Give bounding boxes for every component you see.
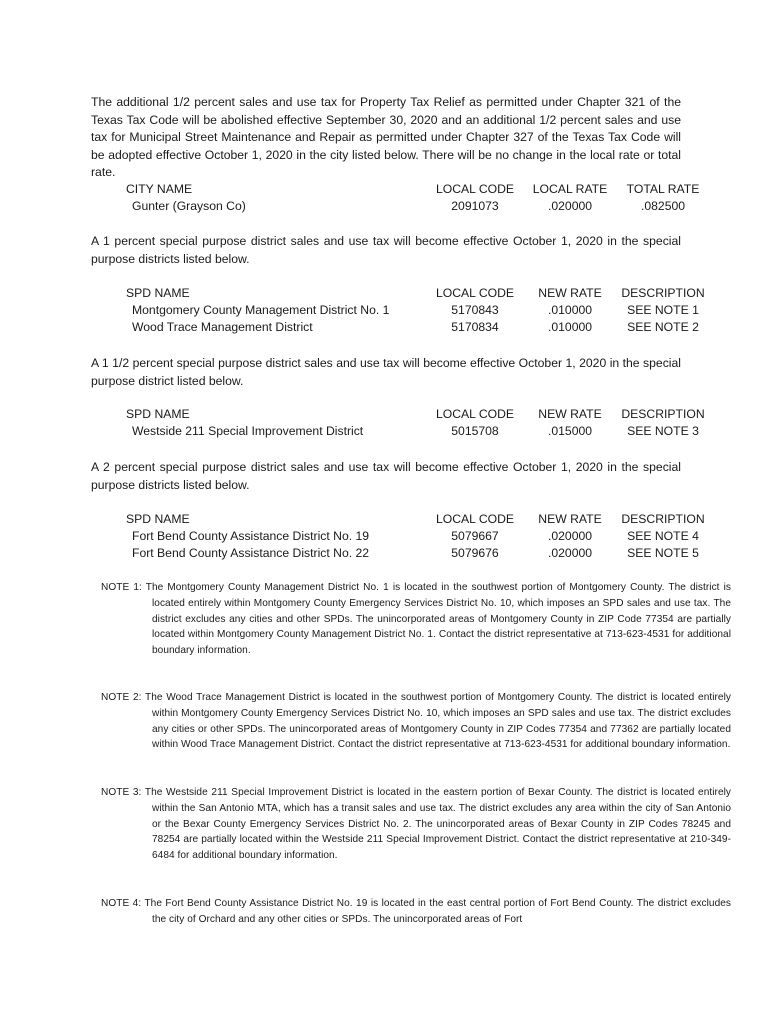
description-cell: SEE NOTE 1 bbox=[627, 303, 699, 317]
header-description: DESCRIPTION bbox=[621, 286, 705, 300]
city-table bbox=[126, 181, 710, 215]
local-code-cell: 2091073 bbox=[451, 199, 499, 213]
local-rate-cell: .020000 bbox=[547, 199, 593, 213]
header-description: DESCRIPTION bbox=[621, 407, 705, 421]
table-row bbox=[126, 198, 710, 215]
description-cell: SEE NOTE 3 bbox=[627, 424, 699, 438]
local-code-cell: 5170834 bbox=[451, 320, 499, 334]
two-percent-paragraph: A 2 percent special purpose district sales and use tax will become effective October 1, 2020 in the special purpose districts listed below. bbox=[91, 460, 681, 492]
spd-table-one-percent bbox=[126, 285, 710, 336]
intro-paragraph: The additional 1/2 percent sales and use tax for Property Tax Relief as permitted under Chapter 321 of the Texas Tax Code will be abolished effective September 30, 2020 and an additional 1/2 percent sales and use tax for Municipal Street Maintenance and Repair as permitted under Chapter 327 of the Texas Tax Code will be adopted effective October 1, 2020 in the city listed below. There will be no change in the local rate or total rate. bbox=[91, 95, 681, 179]
note-3: NOTE 3: The Westside 211 Special Improvement District is located in the eastern portion of Bexar County. The district is located entirely within the San Antonio MTA, which has a transit sales and use tax. The district excludes any area within the city of San Antonio or the Bexar County Emergency Services District No. 2. The unincorporated areas of Bexar County in ZIP Codes 78245 and 78254 are partially located within the Westside 211 Special Improvement District. Contact the district representative at 210-349-6484 for additional boundary information. bbox=[101, 787, 731, 862]
header-local-code: LOCAL CODE bbox=[435, 286, 515, 300]
table-row bbox=[126, 302, 710, 319]
local-code-cell: 5170843 bbox=[451, 303, 499, 317]
spd-name-cell: Fort Bend County Assistance District No. 19 bbox=[132, 529, 370, 543]
table-row bbox=[126, 545, 710, 562]
header-spd-name: SPD NAME bbox=[126, 512, 190, 526]
total-rate-cell: .082500 bbox=[640, 199, 686, 213]
spd-table-one-and-half-percent bbox=[126, 406, 710, 440]
table-header-row bbox=[126, 285, 710, 302]
spd-name-cell: Montgomery County Management District No. 1 bbox=[132, 303, 390, 317]
new-rate-cell: .020000 bbox=[547, 546, 593, 560]
header-total-rate: TOTAL RATE bbox=[626, 182, 700, 196]
note-4: NOTE 4: The Fort Bend County Assistance District No. 19 is located in the east central portion of Fort Bend County. The district excludes the city of Orchard and any other cities or SPDs. The unincorporated areas of Fort bbox=[101, 898, 731, 925]
table-row bbox=[126, 423, 710, 440]
local-code-cell: 5079667 bbox=[451, 529, 499, 543]
new-rate-cell: .015000 bbox=[547, 424, 593, 438]
description-cell: SEE NOTE 4 bbox=[627, 529, 699, 543]
header-local-code: LOCAL CODE bbox=[435, 182, 515, 196]
new-rate-cell: .010000 bbox=[547, 320, 593, 334]
one-and-half-percent-paragraph: A 1 1/2 percent special purpose district sales and use tax will become effective October 1, 2020 in the special purpose district listed below. bbox=[91, 356, 681, 388]
one-percent-paragraph: A 1 percent special purpose district sales and use tax will become effective October 1, 2020 in the special purpose districts listed below. bbox=[91, 234, 681, 266]
note-1: NOTE 1: The Montgomery County Management District No. 1 is located in the southwest portion of Montgomery County. The district is located entirely within Montgomery County Emergency Services District No. 10, which imposes an SPD sales and use tax. The district excludes any cities and other SPDs. The unincorporated areas of Montgomery County in ZIP Code 77354 are partially located within Montgomery County Management District No. 1. Contact the district representative at 713-623-4531 for additional boundary information. bbox=[101, 582, 731, 657]
table-header-row bbox=[126, 406, 710, 423]
table-row bbox=[126, 319, 710, 336]
header-new-rate: NEW RATE bbox=[538, 512, 602, 526]
table-header-row bbox=[126, 511, 710, 528]
new-rate-cell: .020000 bbox=[547, 529, 593, 543]
spd-table-two-percent bbox=[126, 511, 710, 562]
header-spd-name: SPD NAME bbox=[126, 407, 190, 421]
header-description: DESCRIPTION bbox=[621, 512, 705, 526]
header-local-code: LOCAL CODE bbox=[435, 512, 515, 526]
header-new-rate: NEW RATE bbox=[538, 407, 602, 421]
local-code-cell: 5079676 bbox=[451, 546, 499, 560]
new-rate-cell: .010000 bbox=[547, 303, 593, 317]
local-code-cell: 5015708 bbox=[451, 424, 499, 438]
city-name-cell: Gunter (Grayson Co) bbox=[132, 199, 246, 213]
description-cell: SEE NOTE 5 bbox=[627, 546, 699, 560]
table-header-row bbox=[126, 181, 710, 198]
spd-name-cell: Westside 211 Special Improvement District bbox=[132, 424, 364, 438]
spd-name-cell: Fort Bend County Assistance District No. 22 bbox=[132, 546, 370, 560]
spd-name-cell: Wood Trace Management District bbox=[132, 320, 313, 334]
table-row bbox=[126, 528, 710, 545]
description-cell: SEE NOTE 2 bbox=[627, 320, 699, 334]
header-local-code: LOCAL CODE bbox=[435, 407, 515, 421]
note-2: NOTE 2: The Wood Trace Management District is located in the southwest portion of Montgomery County. The district is located entirely within Montgomery County Emergency Services District No. 10, which imposes an SPD sales and use tax. The district excludes any cities or other SPDs. The unincorporated areas of Montgomery County in ZIP Codes 77354 and 77362 are partially located within Wood Trace Management District. Contact the district representative at 713-623-4531 for additional boundary information. bbox=[101, 692, 731, 751]
header-local-rate: LOCAL RATE bbox=[532, 182, 608, 196]
header-city-name: CITY NAME bbox=[126, 182, 193, 196]
header-spd-name: SPD NAME bbox=[126, 286, 190, 300]
header-new-rate: NEW RATE bbox=[538, 286, 602, 300]
